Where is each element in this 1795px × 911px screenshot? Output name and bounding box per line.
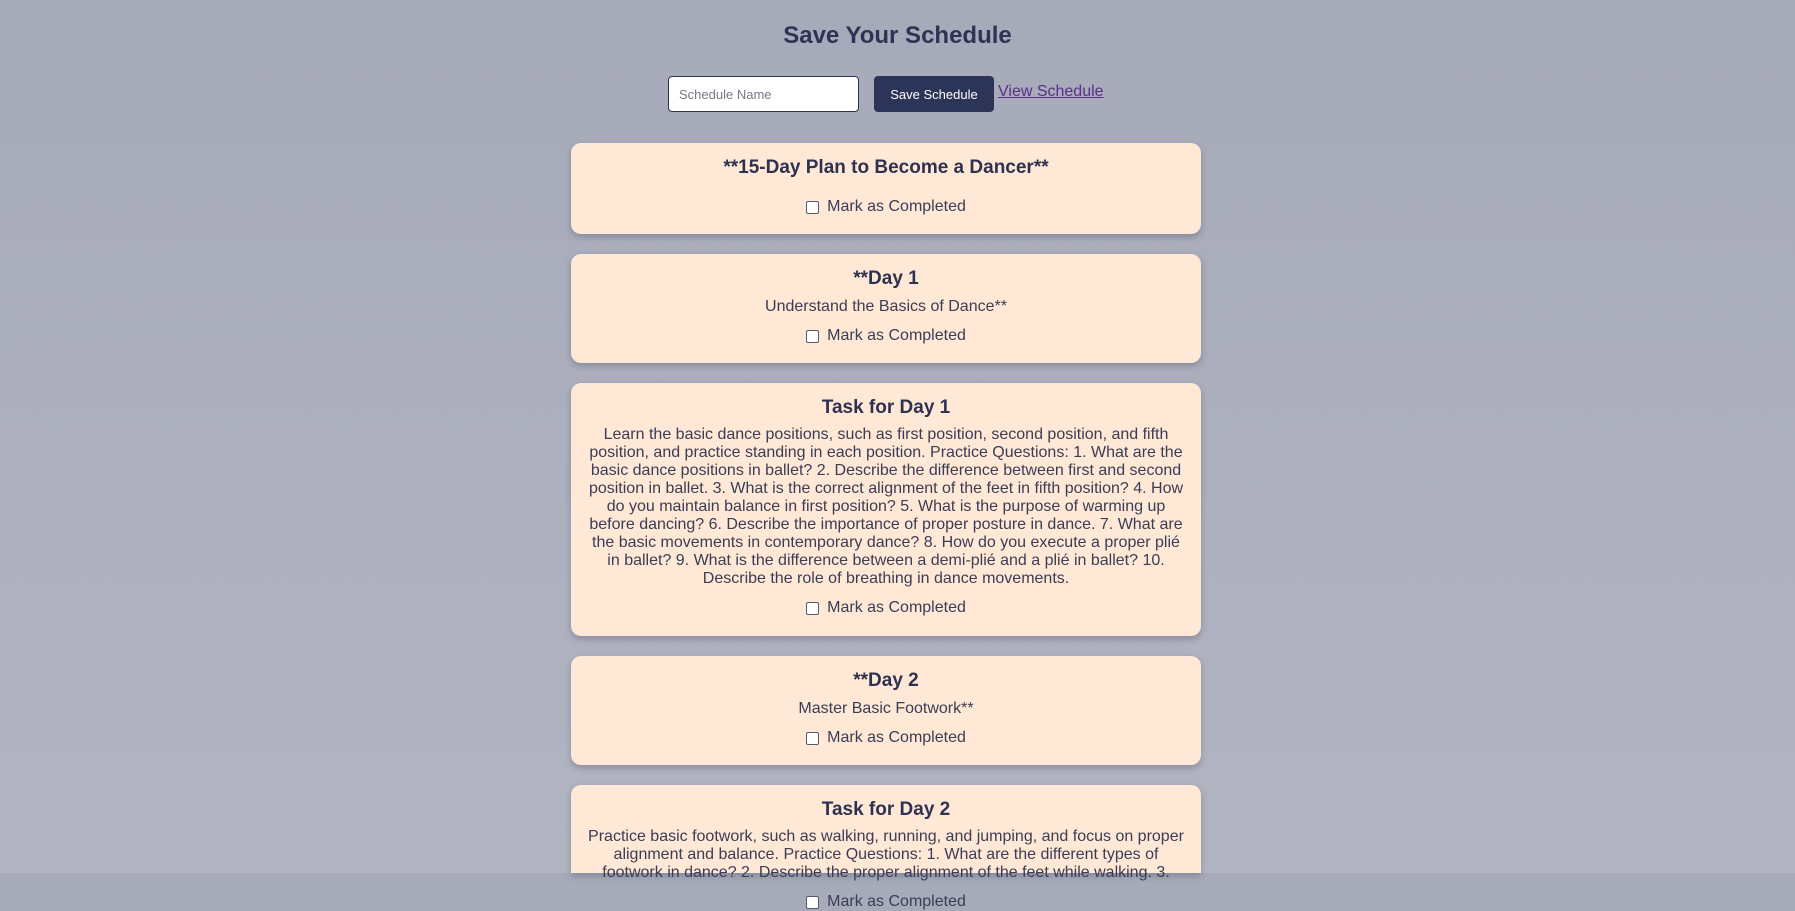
mark-completed-label: Mark as Completed <box>827 599 966 616</box>
mark-completed-label: Mark as Completed <box>827 893 966 910</box>
card-title: Task for Day 2 <box>821 799 951 820</box>
mark-completed-row[interactable] <box>588 599 1184 617</box>
mark-completed-label: Mark as Completed <box>827 729 966 746</box>
mark-completed-row[interactable] <box>588 893 1184 911</box>
task-description: Learn the basic dance positions, such as first position, second position, and fifth position, and practice standing in each position. Practice Questions: 1. What are the basic dance positions in ballet? 2. Describe the difference between first and second position in ballet. 3. What is the correct alignment of the feet in fifth position? 4. How do you maintain balance in first position? 5. What is the purpose of warming up before dancing? 6. Describe the importance of proper posture in dance. 7. What are the basic movements in contemporary dance? 8. How do you execute a proper plié in ballet? 9. What is the difference between a demi-plié and a plié in ballet? 10. Describe the role of breathing in dance movements. <box>588 426 1184 587</box>
task-day-2-card <box>571 785 1201 910</box>
mark-completed-checkbox[interactable] <box>806 896 819 909</box>
day-1-card <box>571 254 1201 363</box>
plan-title-card <box>571 143 1201 234</box>
card-title: **15-Day Plan to Become a Dancer** <box>723 157 1049 178</box>
day-2-card <box>571 656 1201 765</box>
mark-completed-label: Mark as Completed <box>827 198 966 215</box>
mark-completed-label: Mark as Completed <box>827 327 966 344</box>
mark-completed-checkbox[interactable] <box>806 201 819 214</box>
mark-completed-row[interactable] <box>588 729 1184 747</box>
view-schedule-link[interactable]: View Schedule <box>998 82 1104 100</box>
card-title: **Day 1 <box>853 268 919 289</box>
card-subtitle: Master Basic Footwork** <box>798 700 974 717</box>
page-title: Save Your Schedule <box>783 22 1012 49</box>
mark-completed-checkbox[interactable] <box>806 330 819 343</box>
card-subtitle: Understand the Basics of Dance** <box>765 298 1007 315</box>
save-schedule-button[interactable]: Save Schedule <box>874 76 994 112</box>
card-title: Task for Day 1 <box>821 397 951 418</box>
mark-completed-row[interactable] <box>588 198 1184 216</box>
mark-completed-checkbox[interactable] <box>806 732 819 745</box>
task-day-1-card <box>571 383 1201 636</box>
schedule-controls <box>668 76 1104 112</box>
mark-completed-checkbox[interactable] <box>806 602 819 615</box>
mark-completed-row[interactable] <box>588 327 1184 345</box>
card-title: **Day 2 <box>853 670 919 691</box>
task-description: Practice basic footwork, such as walking, running, and jumping, and focus on proper alignment and balance. Practice Questions: 1. What are the different types of footwork in dance? 2. Describe the proper alignment of the feet while walking. 3. <box>588 828 1184 881</box>
schedule-name-input[interactable] <box>668 76 859 112</box>
